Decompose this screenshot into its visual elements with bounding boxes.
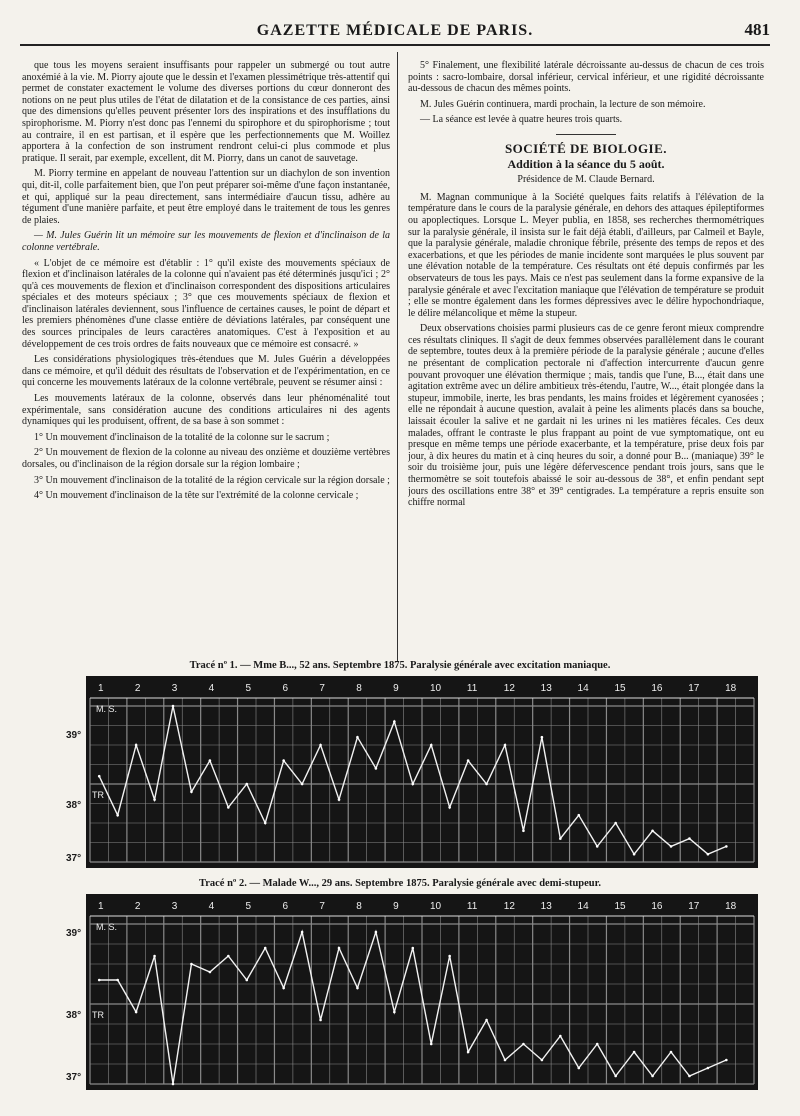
temperature-point <box>577 1067 580 1070</box>
temperature-point <box>338 798 341 801</box>
temperature-point <box>209 971 212 974</box>
temperature-point <box>411 947 414 950</box>
day-tick-label: 5 <box>245 901 252 912</box>
paragraph: Les mouvements latéraux de la colonne, observés dans leur phénoménalité tout expérimentale, sans considération aucune des conditions articulaires ni des agents dynamiques qui les produisent, offrent, de sa base à son sommet : <box>22 393 390 428</box>
temperature-point <box>596 1043 599 1046</box>
temperature-point <box>245 979 248 982</box>
temperature-point <box>172 1083 175 1086</box>
day-tick-label: 9 <box>393 901 399 912</box>
temperature-point <box>227 955 230 958</box>
day-tick-label: 5 <box>245 683 252 694</box>
paragraph: que tous les moyens seraient insuffisants pour rappeler un submergé ou tout autre anoxémié à la vie. M. Piorry ajoute que le dessin et l'examen plessimétrique très-attentif qui permet de constater exactement le volume des diverses portions du cœur donneront des notions on ne peut plus utiles de l'état de dilatation et de la consistance de ces parties, ainsi que des dimensions qu'elles peuvent présenter lors des inspirations et des insufflations du spirophorisme. M. Piorry n'est donc pas l'ennemi du spirophore et du spirophorisme ; tout au contraire, il en est partisan, et il espère que les perfectionnements que M. Woillez apportera à la confection de son instrument rendront celui-ci plus commode et plus pratique. Il serait, par exemple, excellent, dit M. Piorry, dans un canot de sauvetage. <box>22 60 390 164</box>
temperature-point <box>245 783 248 786</box>
temperature-point <box>116 814 119 817</box>
temperature-point <box>356 987 359 990</box>
left-column <box>22 60 390 658</box>
temperature-point <box>504 744 507 747</box>
day-tick-label: 16 <box>651 901 663 912</box>
day-tick-label: 15 <box>614 683 626 694</box>
temperature-point <box>559 1035 562 1038</box>
day-tick-label: 18 <box>725 683 737 694</box>
temperature-point <box>614 1075 617 1078</box>
temperature-point <box>725 1059 728 1062</box>
day-tick-label: 11 <box>466 901 478 912</box>
day-tick-label: 15 <box>614 901 626 912</box>
temperature-point <box>319 744 322 747</box>
page-number: 481 <box>744 20 770 39</box>
temperature-point <box>633 1051 636 1054</box>
temperature-point <box>209 759 212 762</box>
temperature-point <box>264 822 267 825</box>
temperature-point <box>651 1075 654 1078</box>
temperature-point <box>614 822 617 825</box>
morning-evening-label: M. S. <box>96 704 118 714</box>
paragraph: — M. Jules Guérin lit un mémoire sur les mouvements de flexion et d'inclinaison de la colonne vertébrale. <box>22 230 390 253</box>
day-tick-label: 4 <box>208 683 215 694</box>
temperature-point <box>430 1043 433 1046</box>
temperature-point <box>651 830 654 833</box>
temperature-point <box>541 736 544 739</box>
temperature-point <box>135 744 138 747</box>
day-tick-label: 6 <box>282 901 289 912</box>
temperature-point <box>356 736 359 739</box>
chart1-label-37: 37° <box>66 853 82 864</box>
tr-label: TR <box>92 790 104 800</box>
temperature-point <box>172 705 175 708</box>
temperature-point <box>190 791 193 794</box>
day-tick-label: 9 <box>393 683 399 694</box>
tr-label: TR <box>92 1010 104 1020</box>
temperature-point <box>504 1059 507 1062</box>
section-rule <box>556 134 616 135</box>
chart1-label-38: 38° <box>66 800 82 811</box>
temperature-point <box>393 1011 396 1014</box>
temperature-point <box>559 837 562 840</box>
day-tick-label: 16 <box>651 683 663 694</box>
temperature-point <box>467 759 470 762</box>
temperature-point <box>688 1075 691 1078</box>
day-tick-label: 7 <box>319 683 325 694</box>
temperature-point <box>319 1019 322 1022</box>
temperature-point <box>448 955 451 958</box>
paragraph: 2° Un mouvement de flexion de la colonne au niveau des onzième et douzième vertèbres dorsales, ou d'inclinaison de la région dorsale sur la région lombaire ; <box>22 447 390 470</box>
temperature-point <box>227 806 230 809</box>
day-tick-label: 11 <box>466 683 478 694</box>
temperature-point <box>301 931 304 934</box>
day-tick-label: 17 <box>688 901 700 912</box>
temperature-point <box>688 837 691 840</box>
temperature-point <box>98 979 101 982</box>
paragraph: Deux observations choisies parmi plusieurs cas de ce genre feront mieux comprendre ces résultats cliniques. Il s'agit de deux femmes observées parallèlement dans le courant de septembre, toutes deux à la première période de la paralysie générale ; aucune d'elles ne présentant de complication pectorale ni d'affection intercurrente d'aucun genre pouvant provoquer une élévation thermique ; mais, tandis que l'une, B..., était dans une agitation extrême avec un délire ambitieux très-étendu, l'autre, W..., était plongée dans la stupeur, immobile, inerte, les bras pendants, les mains froides et légèrement cyanosées ; elle ne répondait à aucune question, avalait à peine les aliments placés dans sa bouche, laissait écouler la salive et ne gardait ni les urines ni les matières fécales. Ces deux malades, offrant le contraste le plus frappant au point de vue symptomatique, ont eu presque en même temps une période exacerbante, et la température, prise deux fois par jour, à dix heures du matin et à cinq heures du soir, a donné pour B... (maniaque) 39° le soir du troisième jour, puis une légère défervescence pendant trois jours, sans que le thermomètre se soit toutefois abaissé le soir au-dessous de 38°, et enfin pendant sept jours des oscillations entre 38° et 39° centigrades. La température a repris ensuite son chiffre normal <box>408 323 764 509</box>
temperature-point <box>375 931 378 934</box>
paragraph: M. Piorry termine en appelant de nouveau l'attention sur un diachylon de son invention qui, dit-il, colle parfaitement bien, que l'on peut préparer soi-même d'une façon instantanée, et qui, appliqué sur la peau directement, sans intermédiaire d'aucun tissu, adhère au tégument d'une manière parfaite, et peut être employé dans le traitement de tous les genres de plaies. <box>22 168 390 226</box>
paragraph: — La séance est levée à quatre heures trois quarts. <box>420 114 623 126</box>
temperature-point <box>190 963 193 966</box>
temperature-point <box>522 830 525 833</box>
temperature-point <box>596 845 599 848</box>
chart2-label-38: 38° <box>66 1010 82 1021</box>
day-tick-label: 12 <box>503 683 515 694</box>
column-divider <box>397 52 398 662</box>
temperature-point <box>725 845 728 848</box>
day-tick-label: 17 <box>688 683 700 694</box>
day-tick-label: 2 <box>134 901 141 912</box>
chart2-label-39: 39° <box>66 928 82 939</box>
paragraph: 4° Un mouvement d'inclinaison de la tête sur l'extrémité de la colonne cervicale ; <box>34 490 359 502</box>
temperature-point <box>264 947 267 950</box>
temperature-point <box>467 1051 470 1054</box>
temperature-point <box>577 814 580 817</box>
paragraph: 5° Finalement, une flexibilité latérale décroissante au-dessus de chacun de ces trois points : sacro-lombaire, dorsal inférieur, cervical inférieur, et une rigidité décroissante au-dessous de chacun des mêmes points. <box>408 60 764 95</box>
temperature-point <box>116 979 119 982</box>
day-tick-label: 14 <box>577 683 589 694</box>
paragraph: « L'objet de ce mémoire est d'établir : 1° qu'il existe des mouvements spéciaux de flexion et d'inclinaison latérales de la colonne qui n'avaient pas été déterminés jusqu'ici ; 2° qu'à ces mouvements de flexion et d'inclinaison correspondent des dispositions articulaires spéciales et des moteurs spéciaux ; 3° que ces mouvements spéciaux de flexion et d'inclinaison latérales deviennent, sous l'influence de certaines causes, le point de départ et les premiers phénomènes d'une classe entière de déviations latérales, par conséquent une des sources principales de leurs caractères anatomiques. C'est à l'exposition et au développement de ces trois ordres de faits nouveaux que ce mémoire est consacré. » <box>22 257 390 350</box>
day-tick-label: 4 <box>208 901 215 912</box>
day-tick-label: 10 <box>430 901 442 912</box>
temperature-point <box>282 759 285 762</box>
temperature-point <box>430 744 433 747</box>
day-tick-label: 1 <box>98 901 104 912</box>
temperature-point <box>411 783 414 786</box>
temperature-point <box>670 1051 673 1054</box>
section-subheading: Addition à la séance du 5 août. <box>507 156 665 171</box>
temperature-point <box>707 1067 710 1070</box>
paragraph: 3° Un mouvement d'inclinaison de la totalité de la région cervicale sur la région dorsale ; <box>34 474 390 486</box>
day-tick-label: 8 <box>356 683 362 694</box>
temperature-point <box>375 767 378 770</box>
temperature-point <box>338 947 341 950</box>
temperature-chart-2 <box>86 894 758 1090</box>
paragraph: M. Magnan communique à la Société quelques faits relatifs à l'élévation de la température dans le cours de la paralysie générale, en dehors des attaques épileptiformes ou apoplectiques. Lorsque L. Meyer publia, en 1858, ses recherches thermométriques sur la paralysie générale, il insista sur le fait déjà établi, d'ailleurs, par Calmeil et Bayle, que la paralysie générale, maladie chronique fébrile, présente des temps de repos et des exacerbations, et que les périodes de manie incidente sont marquées le plus souvent par une élévation notable de la température. Ces résultats ont été depuis confirmés par les observateurs de tous les pays. Mais ce n'est pas seulement dans la forme expansive de la paralysie générale et avec l'excitation maniaque que l'élévation de température se produit ; elle se montre également dans les formes dépressives avec le délire hypochondriaque, le délire mélancolique et même la stupeur. <box>408 191 764 319</box>
temperature-point <box>393 720 396 723</box>
day-tick-label: 6 <box>282 683 289 694</box>
right-column <box>408 60 764 658</box>
chart2-caption: Tracé nº 2. — Malade W..., 29 ans. Septembre 1875. Paralysie générale avec demi-stupeur. <box>199 878 601 889</box>
paragraph: Les considérations physiologiques très-étendues que M. Jules Guérin a développées dans ce mémoire, et qu'il déduit des résultats de l'observation et de l'expérimentation, en ce qui concerne les mouvements latéraux de la colonne vertébrale, peuvent se résumer ainsi : <box>22 354 390 389</box>
temperature-point <box>485 1019 488 1022</box>
day-tick-label: 8 <box>356 901 362 912</box>
journal-title: GAZETTE MÉDICALE DE PARIS. <box>256 22 534 39</box>
chart2-label-37: 37° <box>66 1072 82 1083</box>
day-tick-label: 3 <box>171 901 178 912</box>
section-heading: SOCIÉTÉ DE BIOLOGIE. <box>504 140 668 156</box>
temperature-chart-1 <box>86 676 758 868</box>
temperature-point <box>301 783 304 786</box>
temperature-point <box>541 1059 544 1062</box>
temperature-point <box>707 853 710 856</box>
temperature-point <box>485 783 488 786</box>
day-tick-label: 12 <box>503 901 515 912</box>
day-tick-label: 7 <box>319 901 325 912</box>
paragraph: 1° Un mouvement d'inclinaison de la totalité de la colonne sur le sacrum ; <box>34 431 330 443</box>
temperature-point <box>633 853 636 856</box>
temperature-point <box>135 1011 138 1014</box>
day-tick-label: 13 <box>540 901 552 912</box>
chart1-caption: Tracé nº 1. — Mme B..., 52 ans. Septembre 1875. Paralysie générale avec excitation maniaque. <box>189 660 611 671</box>
day-tick-label: 1 <box>98 683 104 694</box>
page-header <box>20 20 770 46</box>
presidency-line: Présidence de M. Claude Bernard. <box>517 174 655 186</box>
day-tick-label: 18 <box>725 901 737 912</box>
day-tick-label: 13 <box>540 683 552 694</box>
temperature-point <box>448 806 451 809</box>
paragraph: M. Jules Guérin continuera, mardi prochain, la lecture de son mémoire. <box>420 98 706 110</box>
temperature-point <box>153 798 156 801</box>
temperature-point <box>670 845 673 848</box>
day-tick-label: 14 <box>577 901 589 912</box>
temperature-point <box>522 1043 525 1046</box>
temperature-point <box>153 955 156 958</box>
day-tick-label: 10 <box>430 683 442 694</box>
morning-evening-label: M. S. <box>96 922 118 932</box>
day-tick-label: 3 <box>171 683 178 694</box>
day-tick-label: 2 <box>134 683 141 694</box>
chart1-label-39: 39° <box>66 730 82 741</box>
temperature-point <box>282 987 285 990</box>
temperature-point <box>98 775 101 778</box>
